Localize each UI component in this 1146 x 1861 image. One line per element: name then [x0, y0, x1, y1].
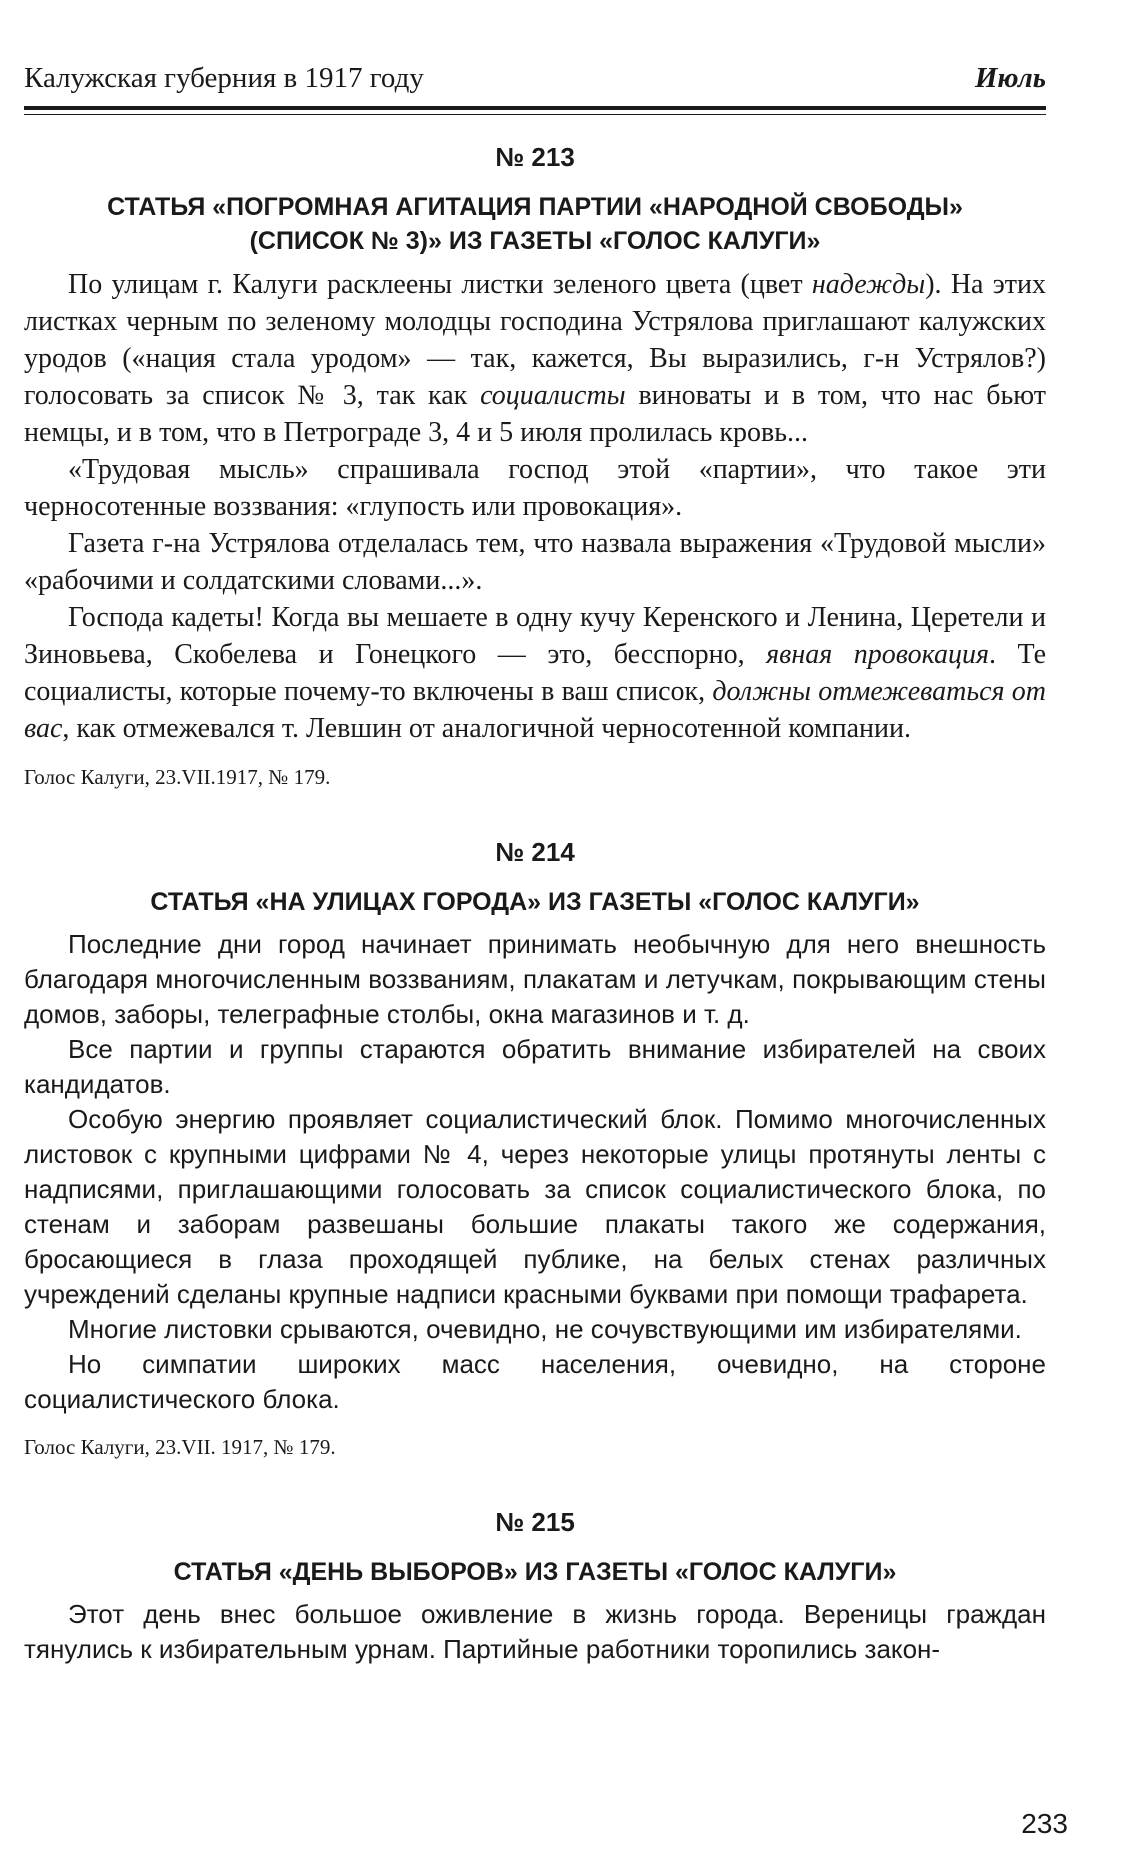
running-head — [24, 62, 1046, 106]
document-214 — [24, 835, 1046, 1461]
document-number: № 213 — [495, 142, 575, 172]
page-content — [24, 140, 1046, 1711]
running-head-month: Июль — [974, 62, 1046, 94]
document-title-line: (СПИСОК № 3)» ИЗ ГАЗЕТЫ «ГОЛОС КАЛУГИ» — [249, 227, 821, 255]
header-rule-thick — [24, 106, 1046, 110]
paragraph: «Трудовая мысль» спрашивала господ этой «партии», что такое эти черносотенные воззвания: «глупость или провокация». — [24, 454, 1046, 522]
text-run: , как отмежевался т. Левшин от аналогичной черносотенной компании. — [62, 713, 911, 744]
paragraph: Но симпатии широких масс населения, очевидно, на стороне социалистического блока. — [24, 1349, 1046, 1414]
document-title-line: СТАТЬЯ «ПОГРОМНАЯ АГИТАЦИЯ ПАРТИИ «НАРОДНОЙ СВОБОДЫ» — [107, 193, 963, 221]
document-number: № 215 — [495, 1507, 575, 1537]
header-rule-thin — [24, 114, 1046, 115]
source-citation: Голос Калуги, 23.VII. 1917, № 179. — [24, 1435, 336, 1459]
paragraph: Многие листовки срываются, очевидно, не сочувствующими им избирателями. — [68, 1314, 1022, 1344]
page-number: 233 — [1021, 1808, 1068, 1839]
running-head-title: Калужская губерния в 1917 году — [24, 62, 424, 94]
document-title: СТАТЬЯ «НА УЛИЦАХ ГОРОДА» ИЗ ГАЗЕТЫ «ГОЛОС КАЛУГИ» — [150, 888, 920, 916]
text-run: виноваты и в том, что нас бьют немцы, и в том, что в Петрограде 3, 4 и 5 июля пролилась кровь... — [24, 380, 1047, 448]
paragraph — [24, 599, 1046, 747]
paragraph — [24, 266, 1046, 451]
text-run: . Те социалисты, которые почему-то включены в ваш список, — [24, 639, 1046, 707]
paragraph: Этот день внес большое оживление в жизнь города. Вереницы граждан тянулись к избирательным урнам. Партийные работники торопились закон- — [24, 1599, 1046, 1664]
document-215 — [24, 1505, 1046, 1667]
paragraph: Все партии и группы стараются обратить внимание избирателей на своих кандидатов. — [24, 1034, 1046, 1099]
emphasis: должны отмежеваться от вас — [24, 676, 1047, 744]
text-run: По улицам г. Калуги расклеены листки зеленого цвета (цвет — [68, 269, 812, 300]
document-213 — [24, 140, 1046, 791]
document-title: СТАТЬЯ «ДЕНЬ ВЫБОРОВ» ИЗ ГАЗЕТЫ «ГОЛОС КАЛУГИ» — [173, 1558, 897, 1586]
paragraph: Особую энергию проявляет социалистический блок. Помимо многочисленных листовок с крупными цифрами № 4, через некоторые улицы протянуты ленты с надписями, приглашающими голосовать за список социалистического блока, по стенам и заборам развешаны большие плакаты такого же содержания, бросающиеся в глаза проходящей публике, на белых стенах различных учреждений сделаны крупные надписи красными буквами при помощи трафарета. — [24, 1104, 1046, 1309]
text-run: ). На этих листках черным по зеленому молодцы господина Устрялова приглашают калужских уродов («нация стала уродом» — так, кажется, Вы выразились, г-н Устрялов?) голосовать за список № 3, так как — [24, 269, 1046, 411]
paragraph: Газета г-на Устрялова отделалась тем, что назвала выражения «Трудовой мысли» «рабочими и солдатскими словами...». — [24, 528, 1046, 596]
emphasis: социалисты — [480, 380, 626, 411]
source-citation: Голос Калуги, 23.VII.1917, № 179. — [24, 765, 331, 789]
document-number: № 214 — [495, 837, 575, 867]
text-run: Господа кадеты! Когда вы мешаете в одну кучу Керенского и Ленина, Церетели и Зиновьева, Скобелева и Гонецкого — это, бесспорно, — [24, 602, 1046, 670]
document-title — [24, 190, 1046, 258]
emphasis: надежды — [811, 269, 926, 300]
paragraph: Последние дни город начинает принимать необычную для него внешность благодаря многочисленным воззваниям, плакатам и летучкам, покрывающим стены домов, заборы, телеграфные столбы, окна магазинов и т. д. — [24, 929, 1046, 1029]
emphasis: явная провокация — [766, 639, 989, 670]
